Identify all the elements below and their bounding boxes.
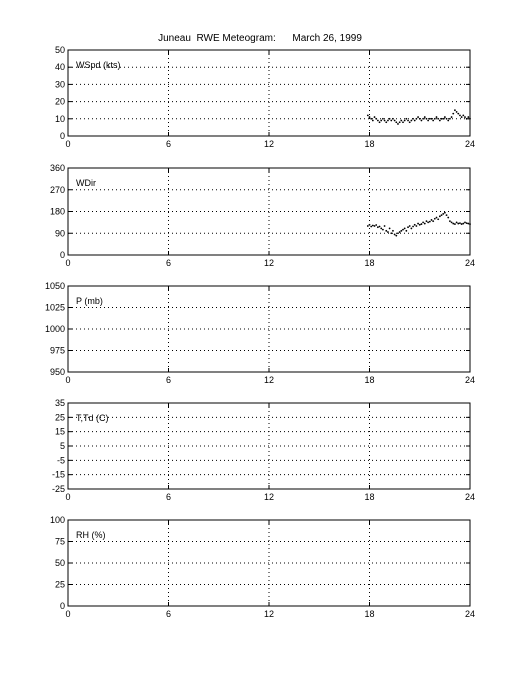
data-point xyxy=(414,120,416,122)
panel-label: T,Td (C) xyxy=(76,413,109,423)
y-tick-label: 975 xyxy=(49,345,65,356)
data-point xyxy=(400,120,402,122)
data-point xyxy=(372,120,374,122)
x-tick-label: 12 xyxy=(263,258,275,268)
data-point xyxy=(431,118,433,120)
x-tick-label: 0 xyxy=(65,258,71,268)
data-point xyxy=(414,224,416,226)
data-point xyxy=(412,118,414,120)
data-point xyxy=(407,226,409,228)
data-point xyxy=(410,120,412,122)
data-point xyxy=(452,113,454,115)
data-point xyxy=(451,221,453,223)
data-point xyxy=(427,221,429,223)
y-tick-label: 0 xyxy=(59,250,65,260)
x-tick-label: 24 xyxy=(464,139,476,149)
y-tick-label: 100 xyxy=(49,515,65,525)
data-point xyxy=(439,215,441,217)
data-point xyxy=(397,232,399,234)
data-point xyxy=(394,234,396,236)
y-tick-label: 1000 xyxy=(44,324,65,334)
data-point xyxy=(377,226,379,228)
panel-label: RH (%) xyxy=(76,530,106,540)
x-tick-label: 6 xyxy=(165,258,172,268)
data-point xyxy=(447,120,449,122)
data-point xyxy=(436,116,438,118)
data-point xyxy=(412,226,414,228)
data-point xyxy=(454,109,456,111)
x-tick-label: 12 xyxy=(263,492,275,502)
data-point xyxy=(374,225,376,227)
data-point xyxy=(436,217,438,219)
x-tick-label: 24 xyxy=(464,258,476,268)
data-point xyxy=(384,120,386,122)
data-point xyxy=(446,214,448,216)
data-point xyxy=(380,120,382,122)
data-point xyxy=(382,118,384,120)
y-tick-label: 270 xyxy=(49,184,65,195)
data-point xyxy=(416,225,418,227)
y-tick-label: 5 xyxy=(59,441,65,451)
data-point xyxy=(387,120,389,122)
x-tick-label: 0 xyxy=(65,492,71,502)
data-point xyxy=(392,230,394,232)
data-point xyxy=(370,226,372,228)
data-point xyxy=(457,223,459,225)
y-tick-label: 40 xyxy=(54,62,65,73)
x-tick-label: 18 xyxy=(364,492,375,502)
data-point xyxy=(379,121,381,123)
data-point xyxy=(410,228,412,230)
x-tick-label: 0 xyxy=(65,375,71,385)
data-point xyxy=(432,120,434,122)
y-tick-label: 50 xyxy=(54,45,65,55)
y-tick-label: -25 xyxy=(51,484,65,494)
y-tick-label: 75 xyxy=(54,536,65,547)
data-point xyxy=(462,223,464,225)
y-tick-label: 20 xyxy=(54,96,65,107)
x-tick-label: 18 xyxy=(364,139,375,149)
figure-title: Juneau RWE Meteogram: March 26, 1999 xyxy=(158,33,362,44)
data-point xyxy=(449,118,451,120)
y-tick-label: 90 xyxy=(54,228,65,239)
data-point xyxy=(444,116,446,118)
x-tick-label: 18 xyxy=(364,258,375,268)
data-point xyxy=(442,213,444,215)
data-point xyxy=(394,120,396,122)
data-point xyxy=(466,118,468,120)
data-point xyxy=(441,118,443,120)
data-point xyxy=(374,116,376,118)
data-point xyxy=(399,231,401,233)
data-point xyxy=(377,120,379,122)
y-tick-label: 1025 xyxy=(44,302,65,313)
data-point xyxy=(395,235,397,237)
data-point xyxy=(367,225,369,227)
y-tick-label: 10 xyxy=(54,113,65,124)
data-point xyxy=(429,118,431,120)
data-point xyxy=(459,114,461,116)
data-point xyxy=(379,226,381,228)
data-point xyxy=(419,118,421,120)
data-point xyxy=(459,222,461,224)
x-tick-label: 24 xyxy=(464,492,476,502)
data-point xyxy=(405,230,407,232)
data-point xyxy=(469,118,471,120)
y-tick-label: 360 xyxy=(49,163,65,173)
data-point xyxy=(417,223,419,225)
data-point xyxy=(424,223,426,225)
data-point xyxy=(375,224,377,226)
data-point xyxy=(395,121,397,123)
data-point xyxy=(427,120,429,122)
data-point xyxy=(442,118,444,120)
x-tick-label: 24 xyxy=(464,375,476,385)
data-point xyxy=(402,121,404,123)
data-point xyxy=(392,118,394,120)
data-point xyxy=(390,120,392,122)
panel-label: WSpd (kts) xyxy=(76,60,121,70)
panel-label: P (mb) xyxy=(76,296,103,306)
data-point xyxy=(429,221,431,223)
y-tick-label: -5 xyxy=(56,455,65,466)
data-point xyxy=(380,228,382,230)
data-point xyxy=(417,116,419,118)
data-point xyxy=(402,229,404,231)
data-point xyxy=(467,116,469,118)
y-tick-label: 0 xyxy=(59,601,65,611)
data-point xyxy=(432,220,434,222)
data-point xyxy=(461,223,463,225)
data-point xyxy=(421,223,423,225)
y-tick-label: 25 xyxy=(54,579,65,590)
data-point xyxy=(446,118,448,120)
data-point xyxy=(416,118,418,120)
data-point xyxy=(464,221,466,223)
data-point xyxy=(390,232,392,234)
data-point xyxy=(464,116,466,118)
data-point xyxy=(399,121,401,123)
data-point xyxy=(456,111,458,113)
data-point xyxy=(405,118,407,120)
data-point xyxy=(434,118,436,120)
y-tick-label: 50 xyxy=(54,558,65,568)
data-point xyxy=(437,118,439,120)
data-point xyxy=(404,228,406,230)
data-point xyxy=(457,113,459,115)
data-point xyxy=(434,218,436,220)
y-tick-label: 30 xyxy=(54,79,65,90)
x-tick-label: 18 xyxy=(364,609,375,619)
data-point xyxy=(397,123,399,125)
data-point xyxy=(400,230,402,232)
data-point xyxy=(389,118,391,120)
x-tick-label: 6 xyxy=(165,492,172,502)
x-tick-label: 12 xyxy=(263,609,275,619)
data-point xyxy=(384,225,386,227)
data-point xyxy=(385,230,387,232)
data-point xyxy=(369,116,371,118)
data-point xyxy=(449,220,451,222)
x-tick-label: 12 xyxy=(263,375,275,385)
x-tick-label: 6 xyxy=(165,139,172,149)
x-tick-label: 18 xyxy=(364,375,375,385)
data-point xyxy=(387,231,389,233)
data-point xyxy=(456,221,458,223)
data-point xyxy=(422,221,424,223)
data-point xyxy=(469,223,471,225)
data-point xyxy=(385,121,387,123)
data-point xyxy=(389,228,391,230)
x-tick-label: 6 xyxy=(165,609,172,619)
data-point xyxy=(424,116,426,118)
y-tick-label: -15 xyxy=(51,469,65,480)
data-point xyxy=(375,118,377,120)
data-point xyxy=(382,229,384,231)
data-point xyxy=(426,118,428,120)
data-point xyxy=(421,120,423,122)
y-tick-label: 0 xyxy=(59,131,65,141)
data-point xyxy=(431,219,433,221)
y-tick-label: 950 xyxy=(49,367,65,377)
data-point xyxy=(454,223,456,225)
data-point xyxy=(409,225,411,227)
data-point xyxy=(404,120,406,122)
data-point xyxy=(409,121,411,123)
data-point xyxy=(467,223,469,225)
data-point xyxy=(369,224,371,226)
x-tick-label: 0 xyxy=(65,609,71,619)
data-point xyxy=(461,116,463,118)
data-point xyxy=(370,118,372,120)
data-point xyxy=(426,220,428,222)
y-tick-label: 15 xyxy=(54,426,65,437)
data-point xyxy=(439,120,441,122)
y-tick-label: 25 xyxy=(54,412,65,423)
x-tick-label: 6 xyxy=(165,375,172,385)
data-point xyxy=(422,118,424,120)
panel-label: WDir xyxy=(76,178,96,188)
data-point xyxy=(372,225,374,227)
data-point xyxy=(441,214,443,216)
y-tick-label: 1050 xyxy=(44,281,65,291)
data-point xyxy=(444,212,446,214)
x-tick-label: 24 xyxy=(464,609,476,619)
data-point xyxy=(437,218,439,220)
data-point xyxy=(407,120,409,122)
x-tick-label: 0 xyxy=(65,139,71,149)
y-tick-label: 35 xyxy=(54,398,65,408)
y-tick-label: 180 xyxy=(49,206,65,217)
data-point xyxy=(466,222,468,224)
x-tick-label: 12 xyxy=(263,139,275,149)
data-point xyxy=(419,224,421,226)
data-point xyxy=(452,223,454,225)
data-point xyxy=(367,114,369,116)
data-point xyxy=(447,217,449,219)
data-point xyxy=(451,116,453,118)
data-point xyxy=(462,114,464,116)
